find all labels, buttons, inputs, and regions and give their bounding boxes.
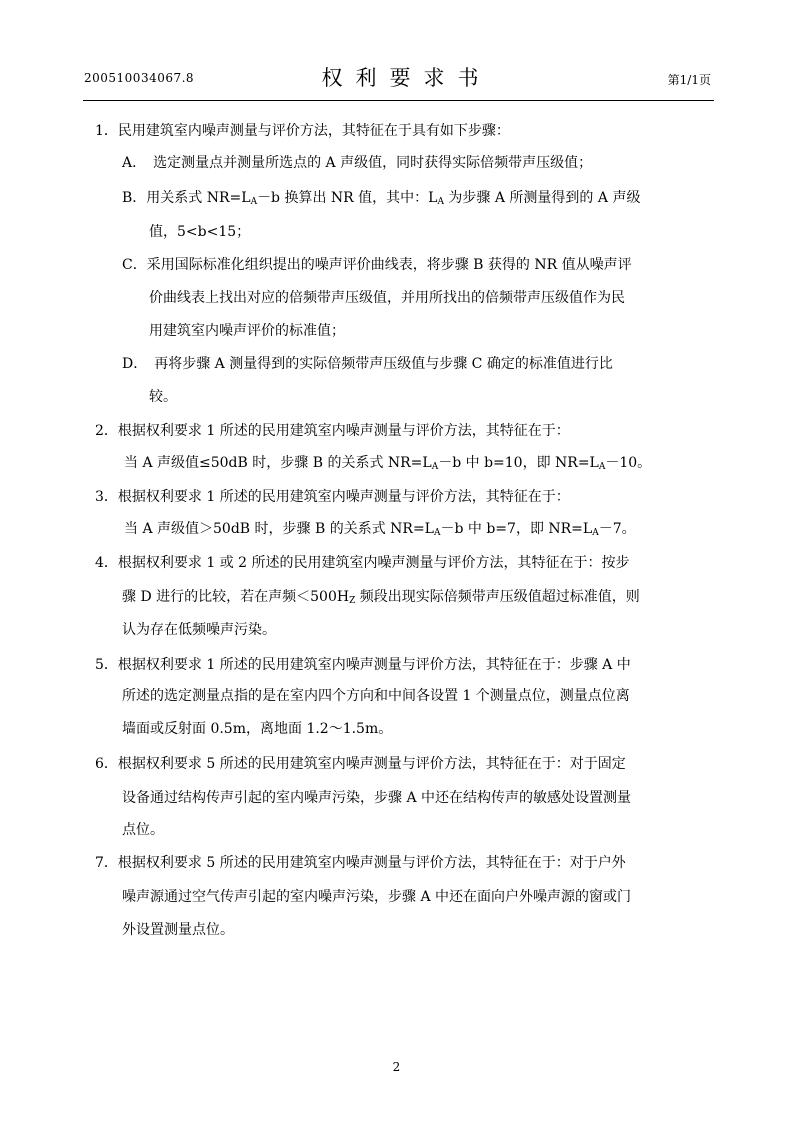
claim-5-line-1: 5．根据权利要求 1 所述的民用建筑室内噪声测量与评价方法，其特征在于：步骤 A 中 (95, 657, 631, 673)
text-segment: －10。 (605, 455, 652, 471)
page-indicator: 第1/1页 (667, 73, 711, 87)
claim-4-line-1: 4．根据权利要求 1 或 2 所述的民用建筑室内噪声测量与评价方法，其特征在于：按步 (95, 555, 630, 571)
header-divider (83, 100, 714, 101)
claim-3-line-1: 3．根据权利要求 1 所述的民用建筑室内噪声测量与评价方法，其特征在于： (95, 489, 570, 505)
text-segment: 骤 D 进行的比较，若在声频＜500H (122, 589, 350, 605)
claim-7-line-1: 7．根据权利要求 5 所述的民用建筑室内噪声测量与评价方法，其特征在于：对于户外 (95, 855, 626, 871)
claim-1-step-c-line-2: 价曲线表上找出对应的倍频带声压级值，并用所找出的倍频带声压级值作为民 (149, 290, 625, 306)
text-segment: －7。 (598, 521, 636, 537)
claim-1-step-c-line-1: C．采用国际标准化组织提出的噪声评价曲线表，将步骤 B 获得的 NR 值从噪声评 (122, 257, 632, 273)
claim-1-step-b-line-2: 值，5<b<15； (149, 224, 251, 240)
page-number: 2 (392, 1060, 401, 1074)
subscript: A (437, 197, 444, 207)
text-segment: 为步骤 A 所测量得到的 A 声级 (443, 190, 641, 206)
claim-6-line-2: 设备通过结构传声引起的室内噪声污染，步骤 A 中还在结构传声的敏感处设置测量 (122, 790, 632, 806)
text-segment: 当 A 声级值≤50dB 时，步骤 B 的关系式 NR=L (124, 455, 432, 471)
claim-7-line-3: 外设置测量点位。 (122, 922, 234, 938)
subscript: Z (349, 596, 356, 606)
claim-6-line-3: 点位。 (122, 822, 164, 838)
text-segment: －b 换算出 NR 值，其中：L (257, 190, 438, 206)
claim-2-line-1: 2．根据权利要求 1 所述的民用建筑室内噪声测量与评价方法，其特征在于： (95, 423, 570, 439)
subscript: A (431, 462, 439, 472)
claim-1-step-a: A． 选定测量点并测量所选点的 A 声级值，同时获得实际倍频带声压级值； (122, 155, 593, 171)
claim-7-line-2: 噪声源通过空气传声引起的室内噪声污染，步骤 A 中还在面向户外噪声源的窗或门 (122, 889, 632, 905)
claim-6-line-1: 6．根据权利要求 5 所述的民用建筑室内噪声测量与评价方法，其特征在于：对于固定 (95, 756, 626, 772)
text-segment: －b 中 b=10，即 NR=L (438, 455, 599, 471)
subscript: A (598, 462, 606, 472)
text-segment: B．用关系式 NR=L (122, 190, 251, 206)
claim-3-line-2 (124, 519, 636, 539)
claim-4-line-2 (122, 587, 640, 607)
claim-2-line-2 (124, 453, 651, 473)
claim-1-step-c-line-3: 用建筑室内噪声评价的标准值； (149, 323, 345, 339)
application-number: 200510034067.8 (84, 71, 195, 85)
subscript: A (592, 528, 599, 538)
subscript: A (433, 528, 441, 538)
claim-1-step-d-line-1: D． 再将步骤 A 测量得到的实际倍频带声压级值与步骤 C 确定的标准值进行比 (122, 356, 613, 372)
page-title: 权利要求书 (321, 66, 492, 90)
claim-5-line-2: 所述的选定测量点指的是在室内四个方向和中间各设置 1 个测量点位，测量点位离 (122, 688, 630, 704)
claim-1-line-1: 1．民用建筑室内噪声测量与评价方法，其特征在于具有如下步骤： (95, 123, 510, 139)
subscript: A (250, 197, 258, 207)
text-segment: －b 中 b=7，即 NR=L (440, 521, 593, 537)
text-segment: 频段出现实际倍频带声压级值超过标准值，则 (355, 589, 640, 605)
claim-4-line-3: 认为存在低频噪声污染。 (122, 622, 276, 638)
claim-1-step-b-line-1 (122, 188, 640, 208)
claim-1-step-d-line-2: 较。 (149, 389, 177, 405)
text-segment: 当 A 声级值＞50dB 时，步骤 B 的关系式 NR=L (124, 521, 434, 537)
claim-5-line-3: 墙面或反射面 0.5m，离地面 1.2～1.5m。 (122, 721, 393, 737)
